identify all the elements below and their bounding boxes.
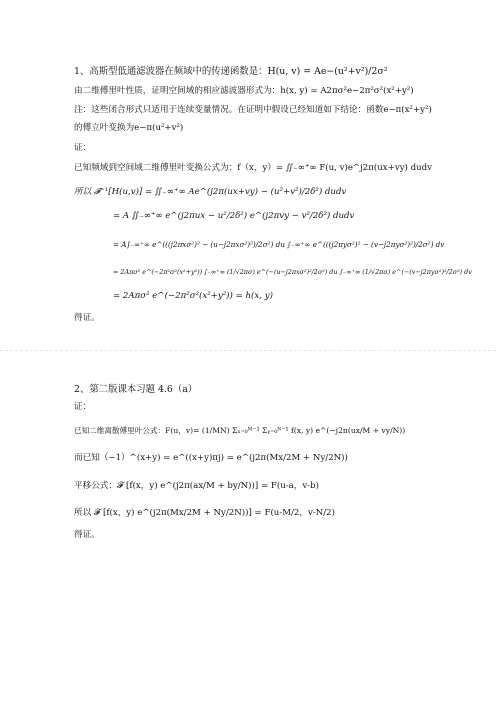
derivation-step-2: = A ∬₋∞⁺∞ e^(j2πux − u²/2δ²) e^(j2πvy − v²/2δ²) dudv xyxy=(113,211,355,221)
given-identity: 而已知（−1）^(x+y) = e^((x+y)πj) = e^(j2π(Mx/2M + Ny/2N)) xyxy=(74,453,348,463)
problem-2-title: 2、第二版课本习题 4.6（a） xyxy=(74,384,198,395)
translation-property: 平移公式：𝓕 [f(x，y) e^(j2π(ax/M + by/N))] = F(u-a，v-b) xyxy=(74,481,319,491)
conclusion-1: 得证。 xyxy=(74,313,100,323)
dft-formula: 已知二维离散傅里叶公式：F(u，v)= (1/MN) Σₓ₌₀ᴹ⁻¹ Σᵧ₌₀ᴺ⁻¹ f(x, y) e^(−j2π(ux/M + vy/N)) xyxy=(74,426,406,435)
result-line: 所以 𝓕 [f(x，y) e^(j2π(Mx/2M + Ny/2N))] = F(u-M/2，v-N/2) xyxy=(74,508,335,518)
problem-1-statement: 由二维傅里叶性质，证明空间域的相应滤波器形式为：h(x, y) = A2πσ²e−2π²σ²(x²+y²) xyxy=(74,86,414,96)
problem-1-note-line2: 的傅立叶变换为e−π(u²+v²) xyxy=(74,123,184,133)
inverse-fourier-formula: 已知频域到空间域二维傅里叶变换公式为：f（x，y）= ∬₋∞⁺∞ F(u, v)e^j2π(ux+vy) dudv xyxy=(74,163,433,173)
proof-label-1: 证： xyxy=(74,143,92,153)
derivation-step-5: = 2Aπσ² e^(−2π²σ²(x²+y²)) = h(x, y) xyxy=(113,291,273,301)
derivation-step-3: = A∫₋∞⁺∞ e^(((j2πxσ²)² − (u−j2πxσ²)²)/2σ²) du ∫₋∞⁺∞ e^(((j2πyσ²)² − (v−j2πyσ²)²)/2σ²) dv xyxy=(113,240,445,249)
proof-label-2: 证： xyxy=(74,402,92,412)
conclusion-2: 得证。 xyxy=(74,530,100,540)
derivation-step-1: 所以 𝓕⁻¹[H(u,v)] = ∬₋∞⁺∞ Ae^(j2π(ux+vy) − (u²+v²)/2δ²) dudv xyxy=(74,187,347,197)
problem-1-note-line1: 注：这些闭合形式只适用于连续变量情况。在证明中假设已经知道如下结论：函数e−π(x²+y²) xyxy=(74,105,432,115)
section-divider xyxy=(0,350,496,351)
derivation-step-4: = 2Aπσ² e^(−2π²σ²(x²+y²)) ∫₋∞⁺∞ (1/√2πσ) e^(−(u−j2πxσ²)²/2σ²) du ∫₋∞⁺∞ (1/√2πσ) e^(−(v−j2πyσ²)²/2σ²) dv xyxy=(113,268,472,276)
problem-1-title: 1、高斯型低通滤波器在频域中的传递函数是：H(u, v) = Ae−(u²+v²)/2σ² xyxy=(74,66,388,77)
